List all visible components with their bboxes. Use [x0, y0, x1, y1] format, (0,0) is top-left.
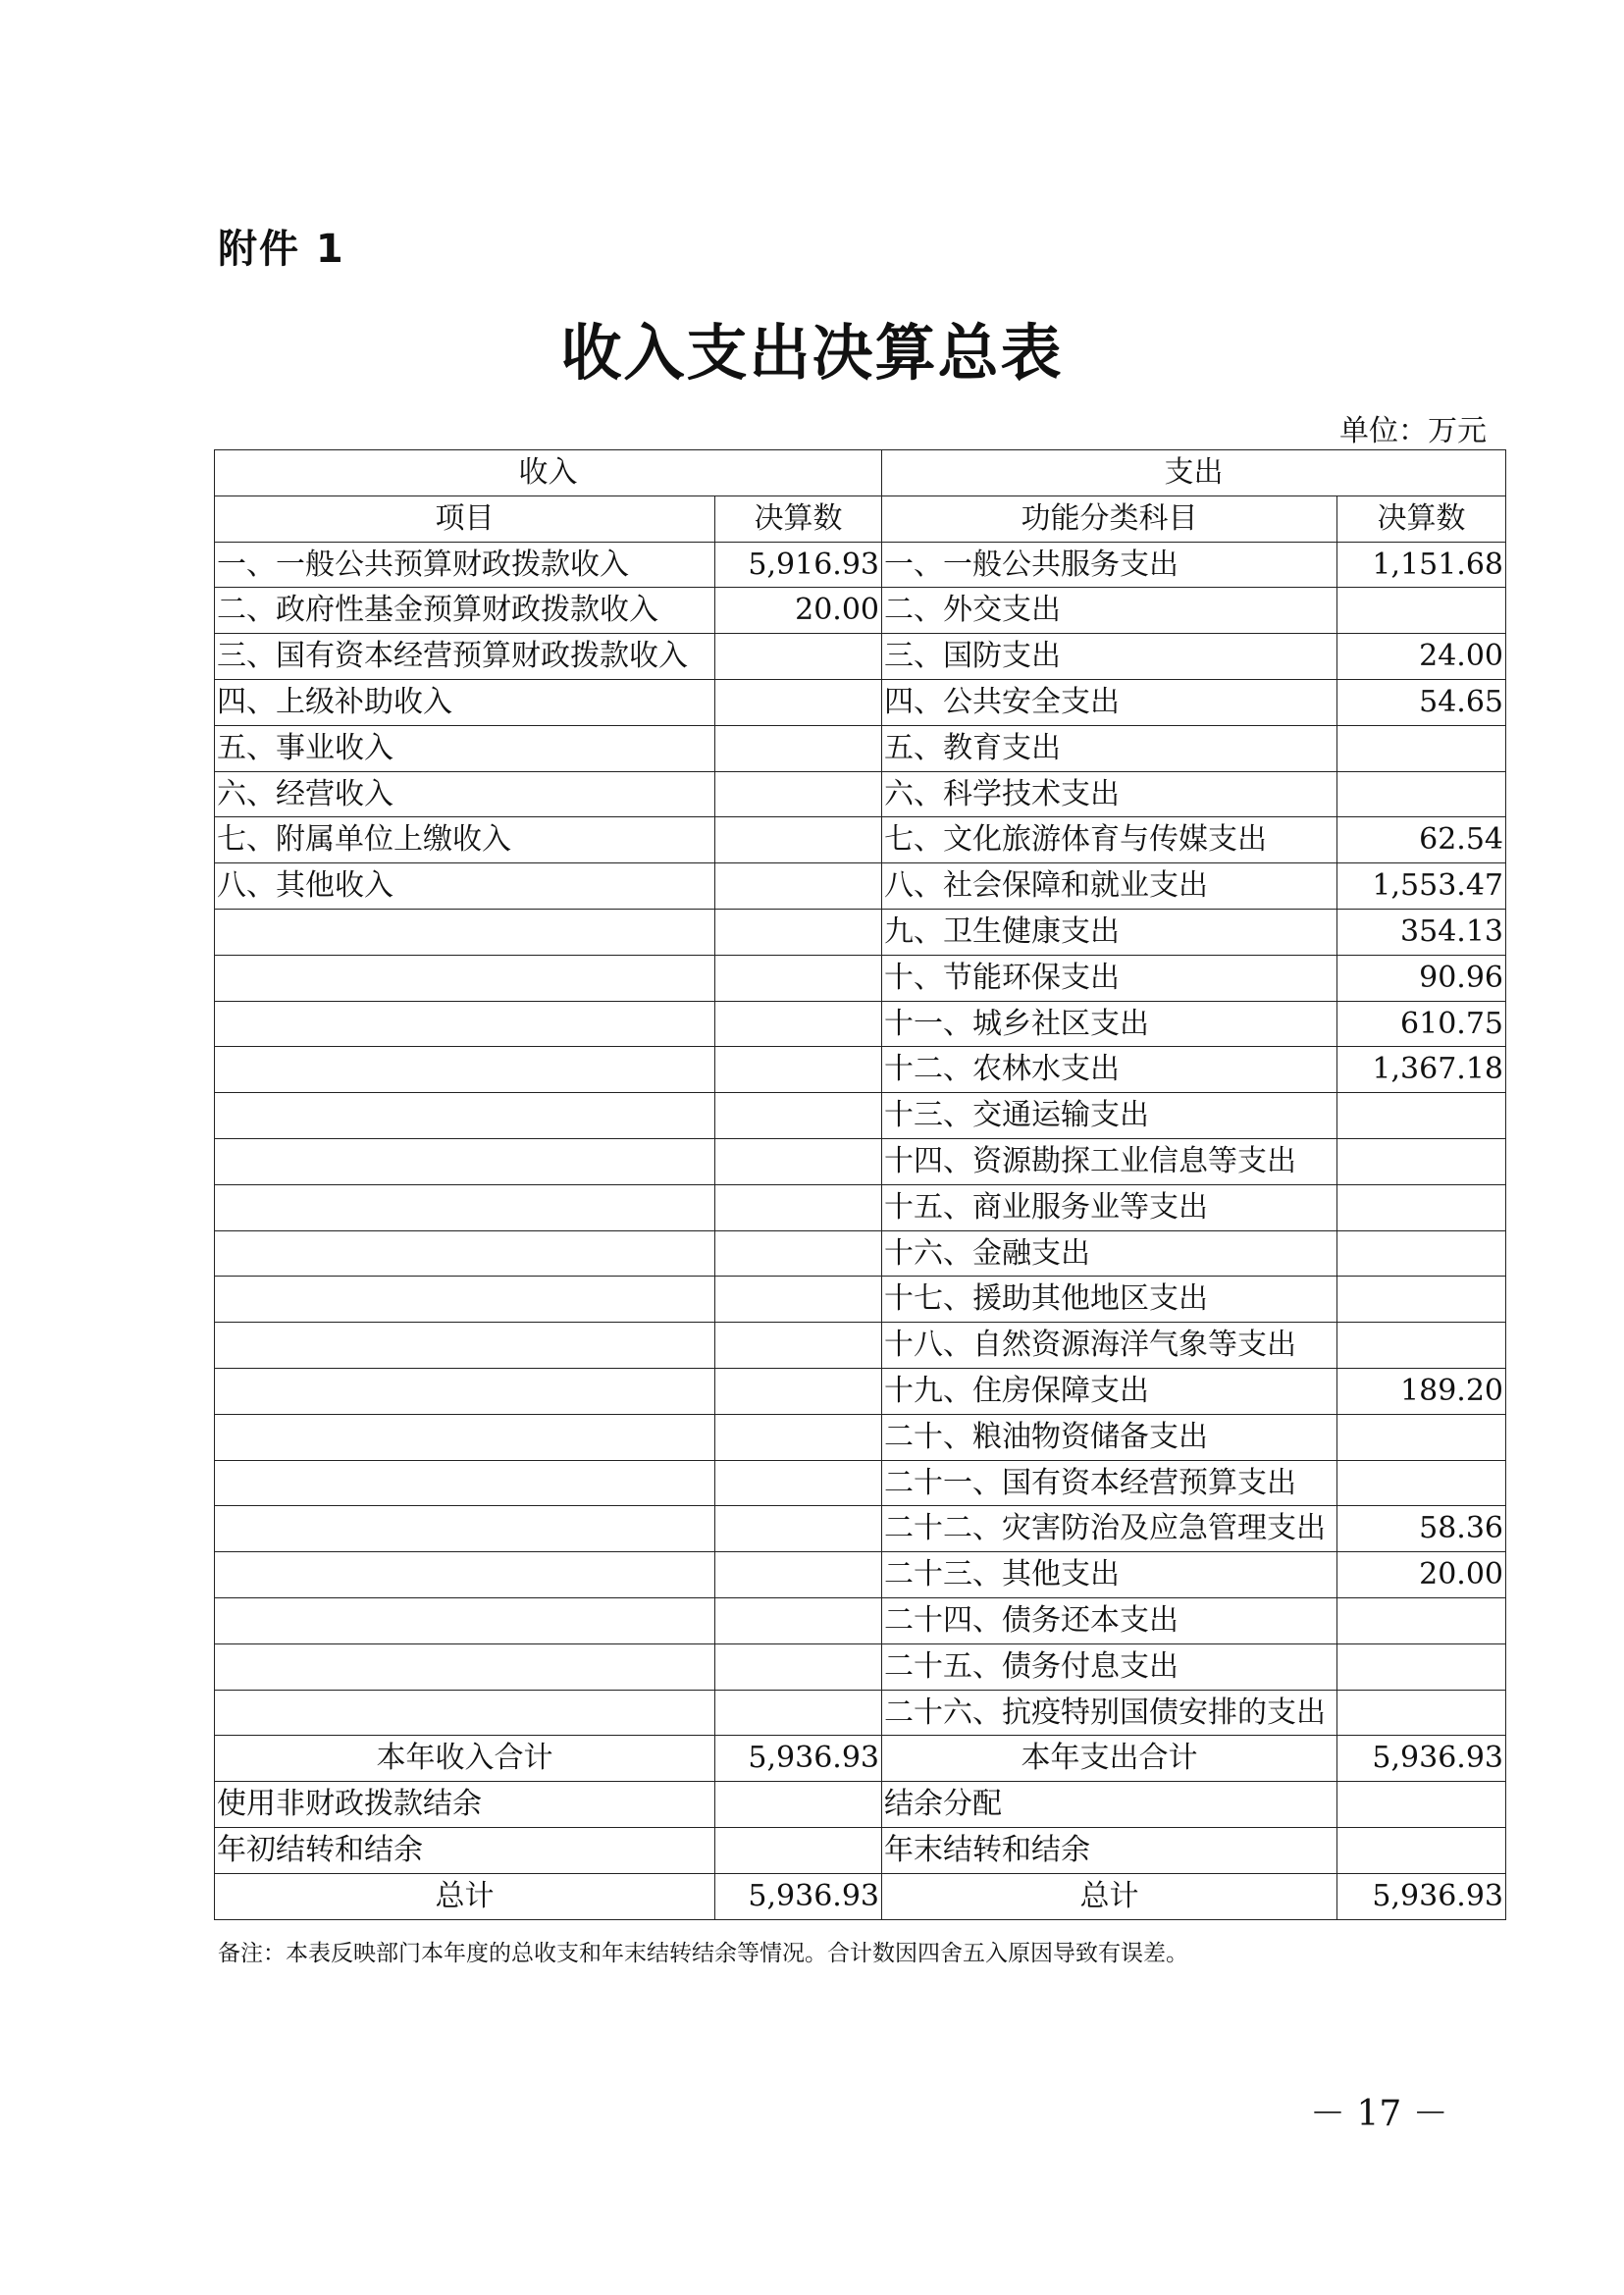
- year-income-value: 5,936.93: [715, 1736, 882, 1782]
- table-row: [215, 1690, 1506, 1736]
- table-row: [215, 1460, 1506, 1506]
- income-header: 收入: [215, 450, 882, 496]
- expenditure-header: 支出: [882, 450, 1506, 496]
- income-item-cell: [215, 1093, 715, 1139]
- year-exp-value: 5,936.93: [1337, 1736, 1506, 1782]
- income-amount-cell: [715, 679, 882, 725]
- income-item-cell: [215, 1368, 715, 1414]
- exp-item-cell: 八、社会保障和就业支出: [882, 863, 1337, 910]
- table-row: [215, 771, 1506, 817]
- income-amount-cell: 5,916.93: [715, 542, 882, 588]
- income-item-cell: 七、附属单位上缴收入: [215, 817, 715, 863]
- grand-exp-value: 5,936.93: [1337, 1873, 1506, 1919]
- exp-item-cell: 十三、交通运输支出: [882, 1093, 1337, 1139]
- income-item-cell: [215, 909, 715, 955]
- income-amount-cell: 20.00: [715, 588, 882, 634]
- exp-item-cell: 二十六、抗疫特别国债安排的支出: [882, 1690, 1337, 1736]
- income-amount-cell: [715, 725, 882, 771]
- income-item-cell: [215, 1506, 715, 1552]
- income-amount-cell: [715, 1690, 882, 1736]
- item-header: 项目: [215, 496, 715, 542]
- exp-amount-cell: 58.36: [1337, 1506, 1506, 1552]
- exp-amount-cell: [1337, 588, 1506, 634]
- income-item-cell: [215, 1414, 715, 1460]
- summary-table: [214, 449, 1506, 1920]
- income-item-cell: 五、事业收入: [215, 725, 715, 771]
- income-amount-cell: [715, 1597, 882, 1643]
- income-item-cell: [215, 1643, 715, 1690]
- table-row: [215, 1323, 1506, 1369]
- begin-value: [715, 1827, 882, 1873]
- exp-item-cell: 二、外交支出: [882, 588, 1337, 634]
- nonfiscal-label: 使用非财政拨款结余: [215, 1782, 715, 1828]
- income-item-cell: [215, 1184, 715, 1230]
- income-amount-cell: [715, 1230, 882, 1277]
- table-row: [215, 1001, 1506, 1047]
- income-item-cell: [215, 1323, 715, 1369]
- table-row: [215, 1230, 1506, 1277]
- exp-amount-cell: 90.96: [1337, 955, 1506, 1001]
- income-amount-cell: [715, 909, 882, 955]
- exp-item-cell: 十四、资源勘探工业信息等支出: [882, 1138, 1337, 1184]
- income-item-cell: [215, 1597, 715, 1643]
- exp-item-cell: 一、一般公共服务支出: [882, 542, 1337, 588]
- income-amount-cell: [715, 1368, 882, 1414]
- exp-amount-cell: [1337, 1093, 1506, 1139]
- year-income-label: 本年收入合计: [215, 1736, 715, 1782]
- exp-amount-cell: [1337, 1460, 1506, 1506]
- income-amount-cell: [715, 955, 882, 1001]
- exp-item-cell: 二十三、其他支出: [882, 1552, 1337, 1598]
- table-row: [215, 1047, 1506, 1093]
- exp-item-cell: 十九、住房保障支出: [882, 1368, 1337, 1414]
- nonfiscal-value: [715, 1782, 882, 1828]
- income-amount-cell: [715, 1277, 882, 1323]
- exp-amount-cell: [1337, 1184, 1506, 1230]
- table-row: [215, 1138, 1506, 1184]
- exp-amount-cell: [1337, 1597, 1506, 1643]
- grand-income-value: 5,936.93: [715, 1873, 882, 1919]
- table-row: [215, 1643, 1506, 1690]
- table-row: [215, 955, 1506, 1001]
- table-row: [215, 1414, 1506, 1460]
- exp-amount-cell: [1337, 1138, 1506, 1184]
- exp-item-cell: 十六、金融支出: [882, 1230, 1337, 1277]
- exp-item-cell: 十、节能环保支出: [882, 955, 1337, 1001]
- exp-amount-cell: [1337, 771, 1506, 817]
- exp-amount-cell: 1,553.47: [1337, 863, 1506, 910]
- exp-amount-cell: 62.54: [1337, 817, 1506, 863]
- unit-label: 单位：万元: [1339, 414, 1487, 448]
- income-item-cell: [215, 955, 715, 1001]
- exp-item-cell: 九、卫生健康支出: [882, 909, 1337, 955]
- exp-item-cell: 二十四、债务还本支出: [882, 1597, 1337, 1643]
- income-amount-cell: [715, 1184, 882, 1230]
- exp-item-cell: 六、科学技术支出: [882, 771, 1337, 817]
- exp-item-cell: 二十一、国有资本经营预算支出: [882, 1460, 1337, 1506]
- exp-item-cell: 七、文化旅游体育与传媒支出: [882, 817, 1337, 863]
- table-row: [215, 1552, 1506, 1598]
- amount-header: 决算数: [715, 496, 882, 542]
- table-row: [215, 1277, 1506, 1323]
- grand-total-row: [215, 1873, 1506, 1919]
- table-row: [215, 1506, 1506, 1552]
- carryover-row: [215, 1827, 1506, 1873]
- exp-amount-cell: [1337, 1690, 1506, 1736]
- exp-amount-cell: 610.75: [1337, 1001, 1506, 1047]
- attachment-label: 附件 1: [218, 227, 345, 272]
- exp-item-cell: 十八、自然资源海洋气象等支出: [882, 1323, 1337, 1369]
- exp-amount-cell: 189.20: [1337, 1368, 1506, 1414]
- exp-amount-cell: 1,367.18: [1337, 1047, 1506, 1093]
- exp-amount-cell: [1337, 1414, 1506, 1460]
- income-item-cell: [215, 1138, 715, 1184]
- table-row: [215, 1184, 1506, 1230]
- exp-amount-cell: [1337, 1323, 1506, 1369]
- table-row: [215, 863, 1506, 910]
- exp-amount-cell: [1337, 1643, 1506, 1690]
- income-amount-cell: [715, 1552, 882, 1598]
- grand-income-label: 总计: [215, 1873, 715, 1919]
- exp-item-cell: 十五、商业服务业等支出: [882, 1184, 1337, 1230]
- income-amount-cell: [715, 1047, 882, 1093]
- function-item-header: 功能分类科目: [882, 496, 1337, 542]
- table-row: [215, 1368, 1506, 1414]
- page-title: 收入支出决算总表: [560, 317, 1064, 389]
- income-item-cell: 四、上级补助收入: [215, 679, 715, 725]
- exp-item-cell: 二十、粮油物资储备支出: [882, 1414, 1337, 1460]
- table-row: [215, 909, 1506, 955]
- income-amount-cell: [715, 1414, 882, 1460]
- exp-item-cell: 十一、城乡社区支出: [882, 1001, 1337, 1047]
- exp-amount-cell: 354.13: [1337, 909, 1506, 955]
- income-item-cell: [215, 1460, 715, 1506]
- page-number: － 17 －: [1310, 2094, 1448, 2134]
- income-amount-cell: [715, 634, 882, 680]
- exp-item-cell: 二十五、债务付息支出: [882, 1643, 1337, 1690]
- exp-amount-cell: [1337, 1277, 1506, 1323]
- end-label: 年末结转和结余: [882, 1827, 1337, 1873]
- income-item-cell: [215, 1277, 715, 1323]
- totals-body: [215, 1736, 1506, 1919]
- nonfiscal-row: [215, 1782, 1506, 1828]
- income-amount-cell: [715, 771, 882, 817]
- income-amount-cell: [715, 1001, 882, 1047]
- income-item-cell: 三、国有资本经营预算财政拨款收入: [215, 634, 715, 680]
- exp-amount-cell: 20.00: [1337, 1552, 1506, 1598]
- table-row: [215, 634, 1506, 680]
- exp-item-cell: 十七、援助其他地区支出: [882, 1277, 1337, 1323]
- income-item-cell: [215, 1690, 715, 1736]
- income-amount-cell: [715, 1093, 882, 1139]
- exp-amount-cell: 24.00: [1337, 634, 1506, 680]
- table-row: [215, 588, 1506, 634]
- header-row-1: [215, 450, 1506, 496]
- income-amount-cell: [715, 817, 882, 863]
- exp-item-cell: 三、国防支出: [882, 634, 1337, 680]
- table-row: [215, 1597, 1506, 1643]
- income-item-cell: 六、经营收入: [215, 771, 715, 817]
- income-item-cell: 一、一般公共预算财政拨款收入: [215, 542, 715, 588]
- table-row: [215, 542, 1506, 588]
- grand-exp-label: 总计: [882, 1873, 1337, 1919]
- table-row: [215, 1093, 1506, 1139]
- income-amount-cell: [715, 1460, 882, 1506]
- table-row: [215, 679, 1506, 725]
- income-amount-cell: [715, 1506, 882, 1552]
- end-value: [1337, 1827, 1506, 1873]
- footnote: 备注：本表反映部门本年度的总收支和年末结转结余等情况。合计数因四舍五入原因导致有误差。: [218, 1941, 1188, 1966]
- income-item-cell: [215, 1001, 715, 1047]
- table-body: [215, 450, 1506, 1736]
- income-amount-cell: [715, 1323, 882, 1369]
- income-amount-cell: [715, 1643, 882, 1690]
- income-item-cell: [215, 1552, 715, 1598]
- income-amount-cell: [715, 863, 882, 910]
- begin-label: 年初结转和结余: [215, 1827, 715, 1873]
- exp-item-cell: 四、公共安全支出: [882, 679, 1337, 725]
- exp-amount-cell: 1,151.68: [1337, 542, 1506, 588]
- surplus-alloc-value: [1337, 1782, 1506, 1828]
- exp-amount-cell: [1337, 1230, 1506, 1277]
- income-item-cell: 八、其他收入: [215, 863, 715, 910]
- table-row: [215, 725, 1506, 771]
- table-row: [215, 817, 1506, 863]
- year-total-row: [215, 1736, 1506, 1782]
- exp-amount-cell: 54.65: [1337, 679, 1506, 725]
- year-exp-label: 本年支出合计: [882, 1736, 1337, 1782]
- exp-item-cell: 二十二、灾害防治及应急管理支出: [882, 1506, 1337, 1552]
- income-item-cell: 二、政府性基金预算财政拨款收入: [215, 588, 715, 634]
- income-item-cell: [215, 1230, 715, 1277]
- header-row-2: [215, 496, 1506, 542]
- income-amount-cell: [715, 1138, 882, 1184]
- exp-item-cell: 五、教育支出: [882, 725, 1337, 771]
- exp-item-cell: 十二、农林水支出: [882, 1047, 1337, 1093]
- income-item-cell: [215, 1047, 715, 1093]
- amount2-header: 决算数: [1337, 496, 1506, 542]
- exp-amount-cell: [1337, 725, 1506, 771]
- surplus-alloc-label: 结余分配: [882, 1782, 1337, 1828]
